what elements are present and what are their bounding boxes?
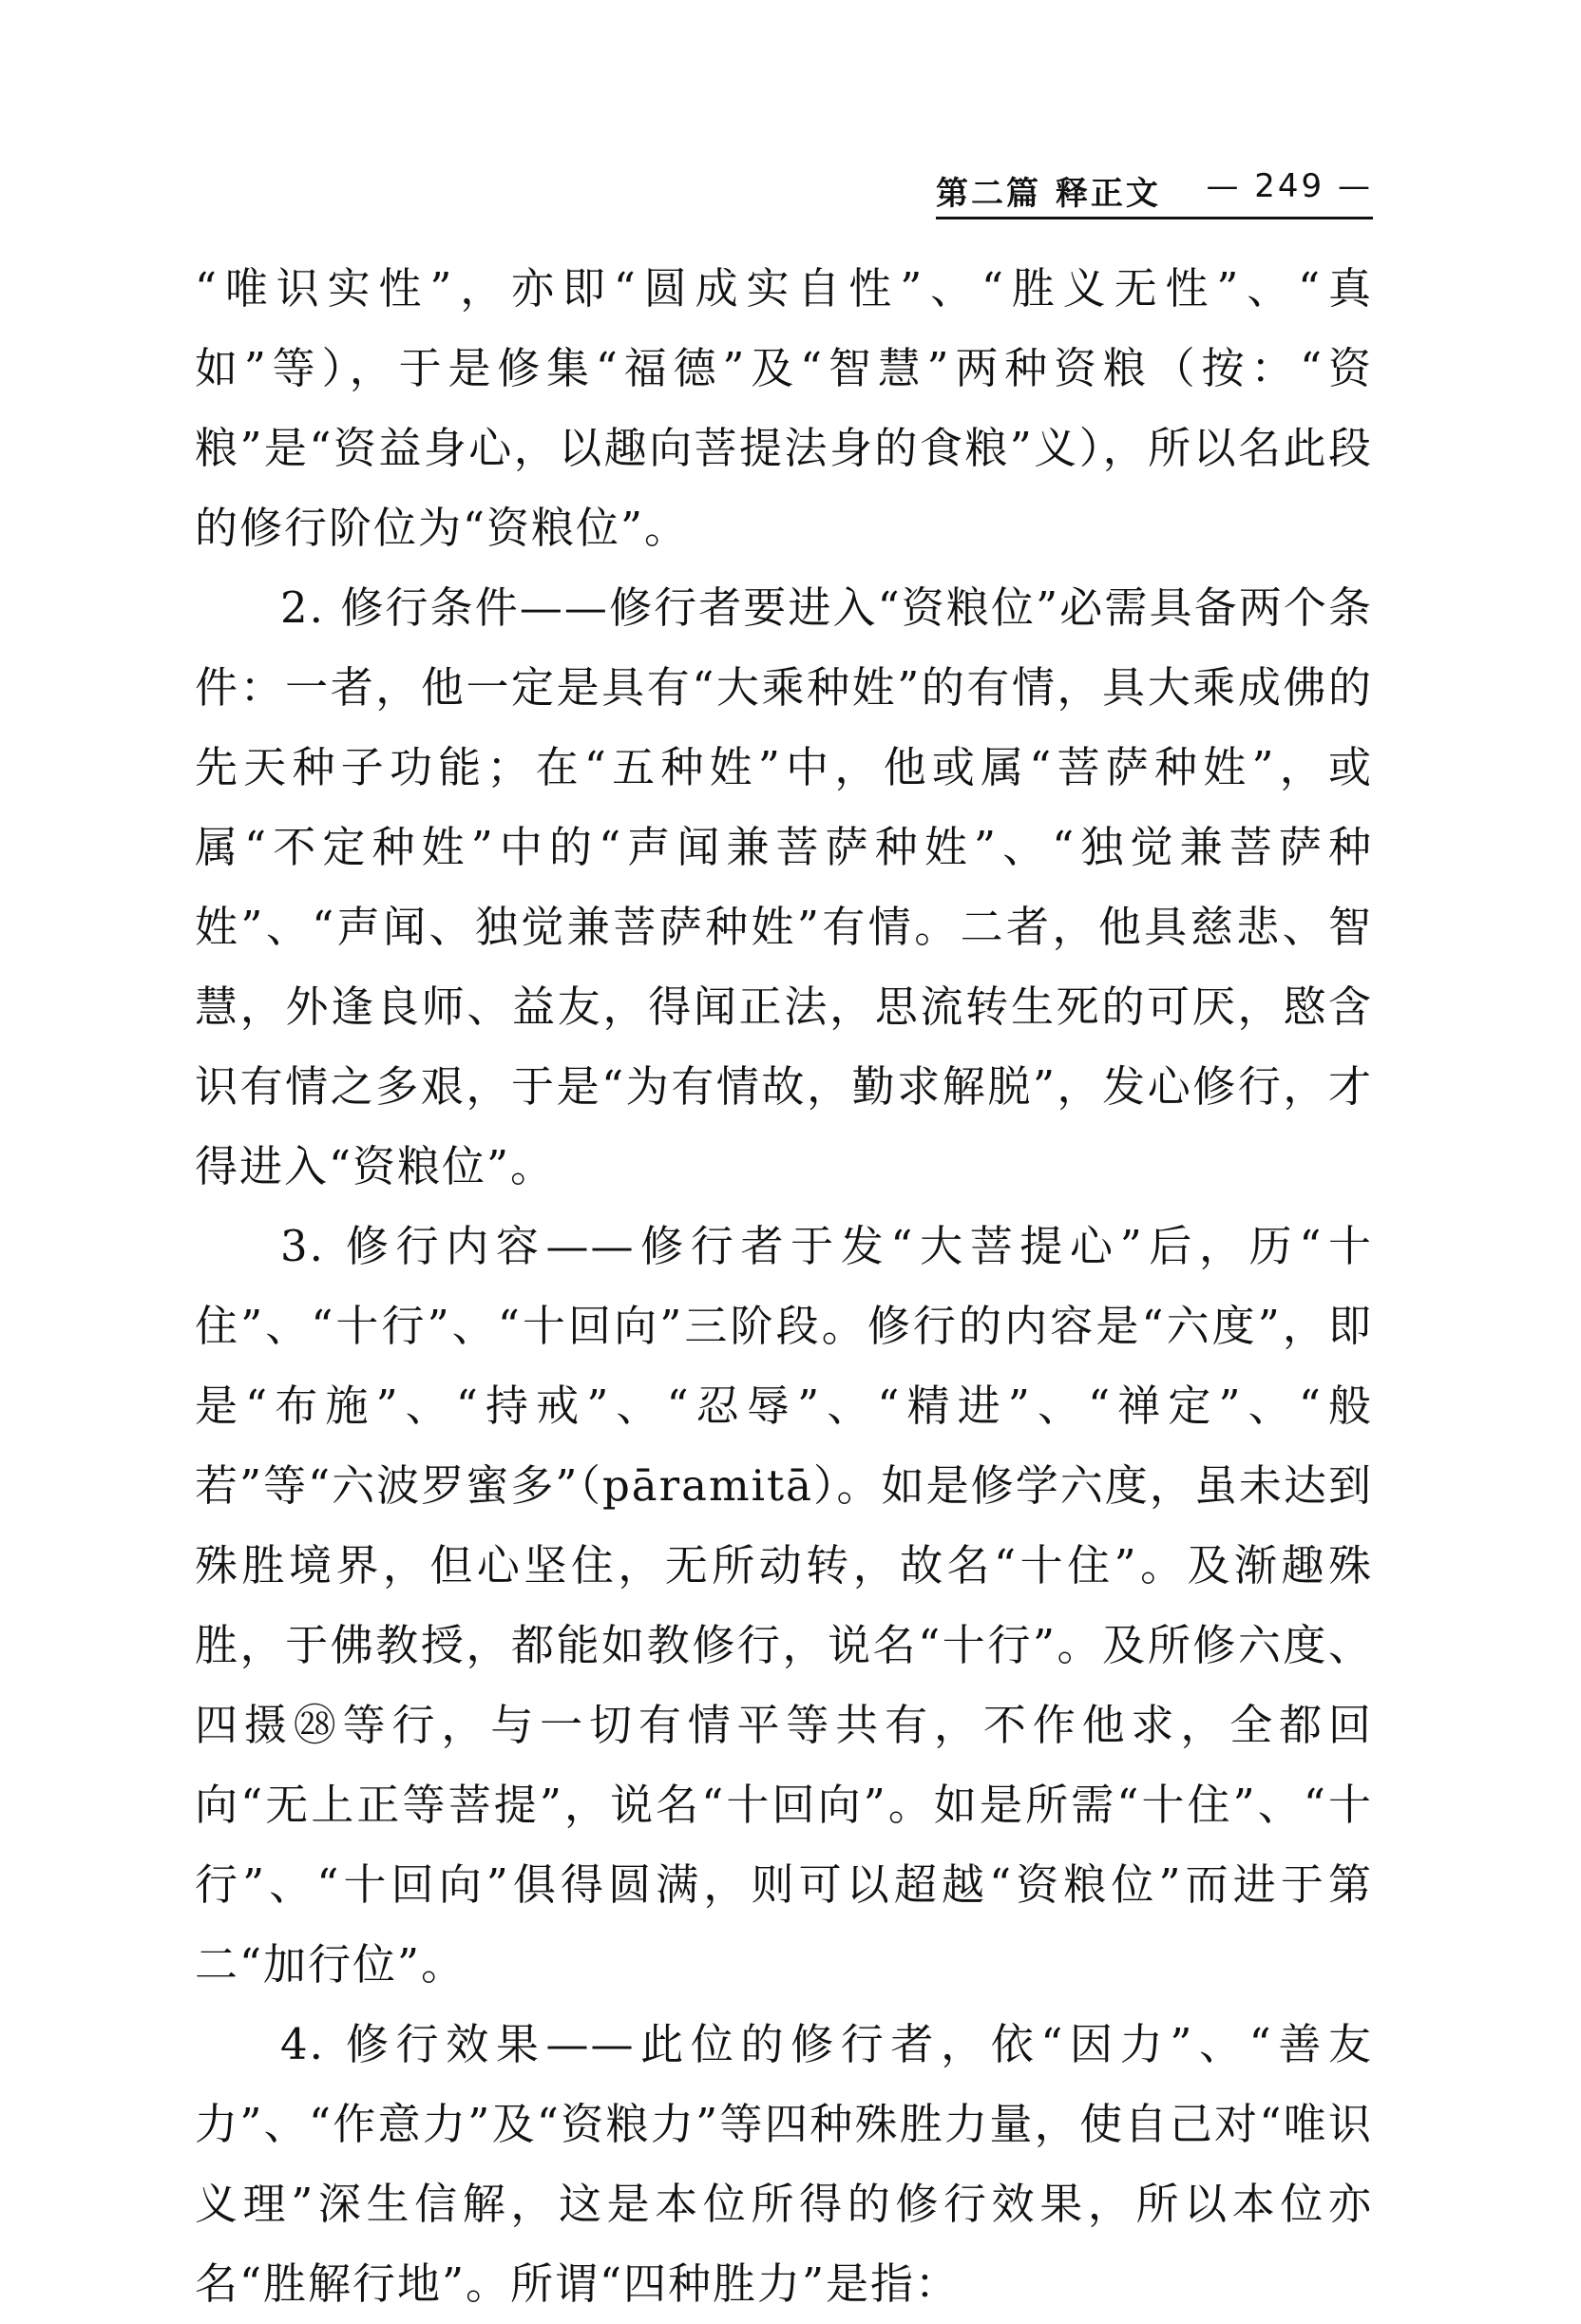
page-number: — 249 — — [1206, 167, 1373, 205]
paragraph-continued: “唯识实性”，亦即“圆成实自性”、“胜义无性”、“真如”等），于是修集“福德”及“智慧”两种资粮（按：“资粮”是“资益身心，以趣向菩提法身的食粮”义），所以名此段的修行阶位为“资粮位”。 — [195, 263, 1373, 553]
running-head: 第二篇 释正文 — [936, 175, 1161, 213]
paragraph-practice-effects: 4. 修行效果——此位的修行者，依“因力”、“善友力”、“作意力”及“资粮力”等四种殊胜力量，使自己对“唯识义理”深生信解，这是本位所得的修行效果，所以本位亦名“胜解行地”。所谓“四种胜力”是指： — [195, 2019, 1373, 2309]
paragraph-practice-content: 3. 修行内容——修行者于发“大菩提心”后，历“十住”、“十行”、“十回向”三阶段。修行的内容是“六度”，即是“布施”、“持戒”、“忍辱”、“精进”、“禅定”、“般若”等“六波罗蜜多”（pāramitā）。如是修学六度，虽未达到殊胜境界，但心坚住，无所动转，故名“十住”。及渐趣殊胜，于佛教授，都能如教修行，说名“十行”。及所修六度、四摄㉘等行，与一切有情平等共有，不作他求，全都回向“无上正等菩提”，说名“十回向”。如是所需“十住”、“十行”、“十回向”俱得圆满，则可以超越“资粮位”而进于第二“加行位”。 — [195, 1221, 1373, 1990]
page-header — [936, 163, 1373, 219]
body-text — [195, 249, 1373, 2324]
paragraph-practice-conditions: 2. 修行条件——修行者要进入“资粮位”必需具备两个条件：一者，他一定是具有“大乘种姓”的有情，具大乘成佛的先天种子功能；在“五种姓”中，他或属“菩萨种姓”，或属“不定种姓”中的“声闻兼菩萨种姓”、“独觉兼菩萨种姓”、“声闻、独觉兼菩萨种姓”有情。二者，他具慈悲、智慧，外逢良师、益友，得闻正法，思流转生死的可厌，愍含识有情之多艰，于是“为有情故，勤求解脱”，发心修行，才得进入“资粮位”。 — [195, 582, 1373, 1191]
